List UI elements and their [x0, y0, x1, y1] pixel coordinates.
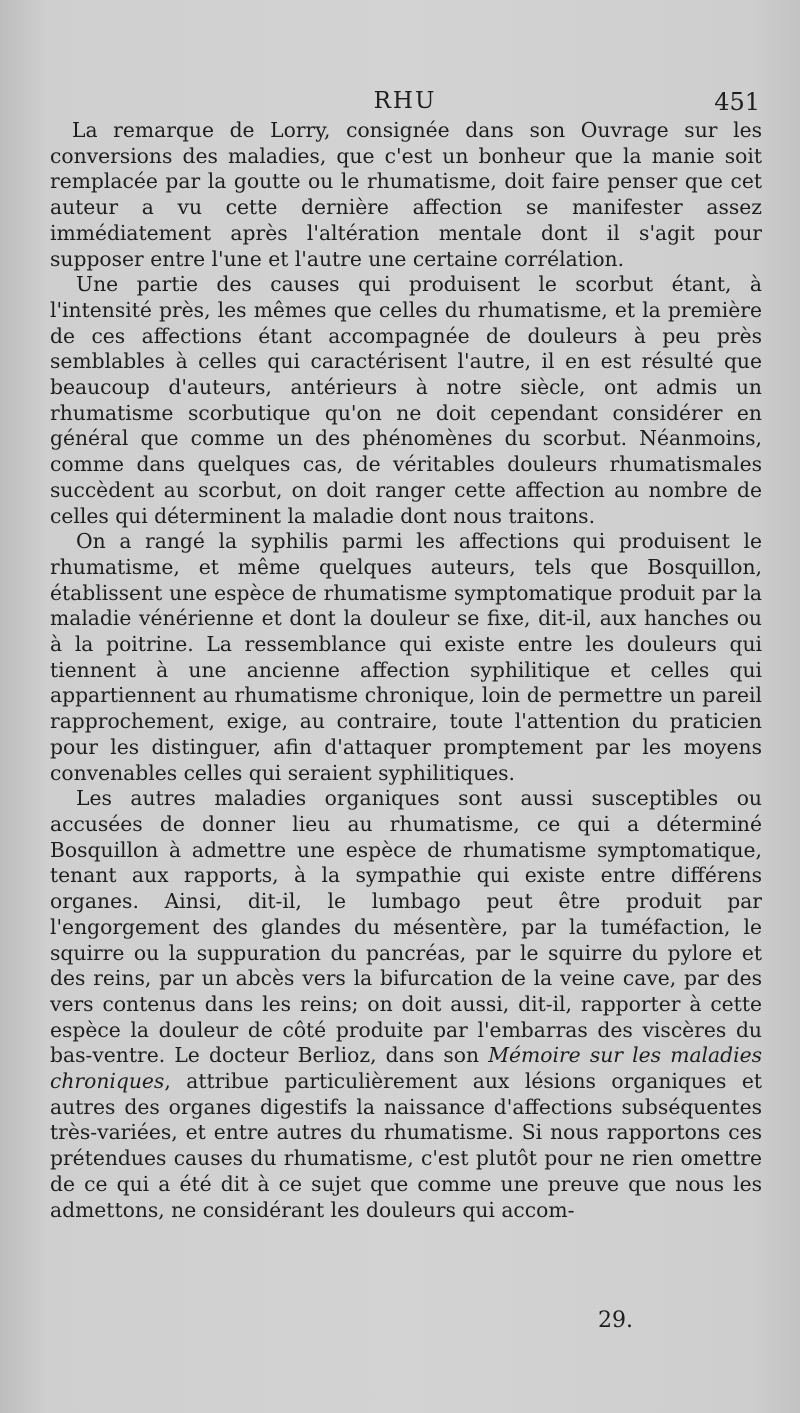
page-number: 451 [714, 88, 760, 116]
running-head: RHU [373, 88, 437, 114]
paragraph-3: On a rangé la syphilis parmi les affections qui produisent le rhumatisme, et même quelques auteurs, tels que Bosquillon, établissent une espèce de rhumatisme symptomatique produit par la maladie vénérienne et dont la douleur se fixe, dit-il, aux hanches ou à la poitrine. La ressemblance qui existe entre les douleurs qui tiennent à une ancienne affection syphilitique et celles qui appartiennent au rhumatisme chronique, loin de permettre un pareil rapprochement, exige, au contraire, toute l'attention du praticien pour les distinguer, afin d'attaquer promptement par les moyens convenables celles qui seraient syphilitiques. [50, 529, 762, 785]
paragraph-4 [50, 786, 762, 1223]
cited-work-title: Mémoire sur les maladies chroniques [50, 1043, 762, 1094]
paragraph-2: Une partie des causes qui produisent le scorbut étant, à l'intensité près, les mêmes que celles du rhumatisme, et la première de ces affections étant accompagnée de douleurs à peu près semblables à celles qui caractérisent l'autre, il en est résulté que beaucoup d'auteurs, antérieurs à notre siècle, ont admis un rhumatisme scorbutique qu'on ne doit cependant considérer en général que comme un des phénomènes du scorbut. Néanmoins, comme dans quelques cas, de véritables douleurs rhumatismales succèdent au scorbut, on doit ranger cette affection au nombre de celles qui déterminent la maladie dont nous traitons. [50, 272, 762, 528]
signature-mark: 29. [598, 1308, 633, 1333]
body-text [50, 118, 762, 1223]
paragraph-4-text-end: , attribue particulièrement aux lésions organiques et autres des organes digestifs la naissance d'affections subséquentes très-variées, et entre autres du rhumatisme. Si nous rapportons ces prétendues causes du rhumatisme, c'est plutôt pour ne rien omettre de ce qui a été dit à ce sujet que comme une preuve que nous les admettons, ne considérant les douleurs qui accom- [50, 1069, 762, 1222]
paragraph-4-text-start: Les autres maladies organiques sont aussi susceptibles ou accusées de donner lieu au rhumatisme, ce qui a déterminé Bosquillon à admettre une espèce de rhumatisme symptomatique, tenant aux rapports, à la sympathie qui existe entre différens organes. Ainsi, dit-il, le lumbago peut être produit par l'engorgement des glandes du mésentère, par la tuméfaction, le squirre ou la suppuration du pancréas, par le squirre du pylore et des reins, par un abcès vers la bifurcation de la veine cave, par des vers contenus dans les reins; on doit aussi, dit-il, rapporter à cette espèce la douleur de côté produite par l'embarras des viscères du bas-ventre. Le docteur Berlioz, dans son [50, 786, 762, 1068]
paragraph-1: La remarque de Lorry, consignée dans son Ouvrage sur les conversions des maladies, que c'est un bonheur que la manie soit remplacée par la goutte ou le rhumatisme, doit faire penser que cet auteur a vu cette dernière affection se manifester assez immédiatement après l'altération mentale dont il s'agit pour supposer entre l'une et l'autre une certaine corrélation. [50, 118, 762, 271]
